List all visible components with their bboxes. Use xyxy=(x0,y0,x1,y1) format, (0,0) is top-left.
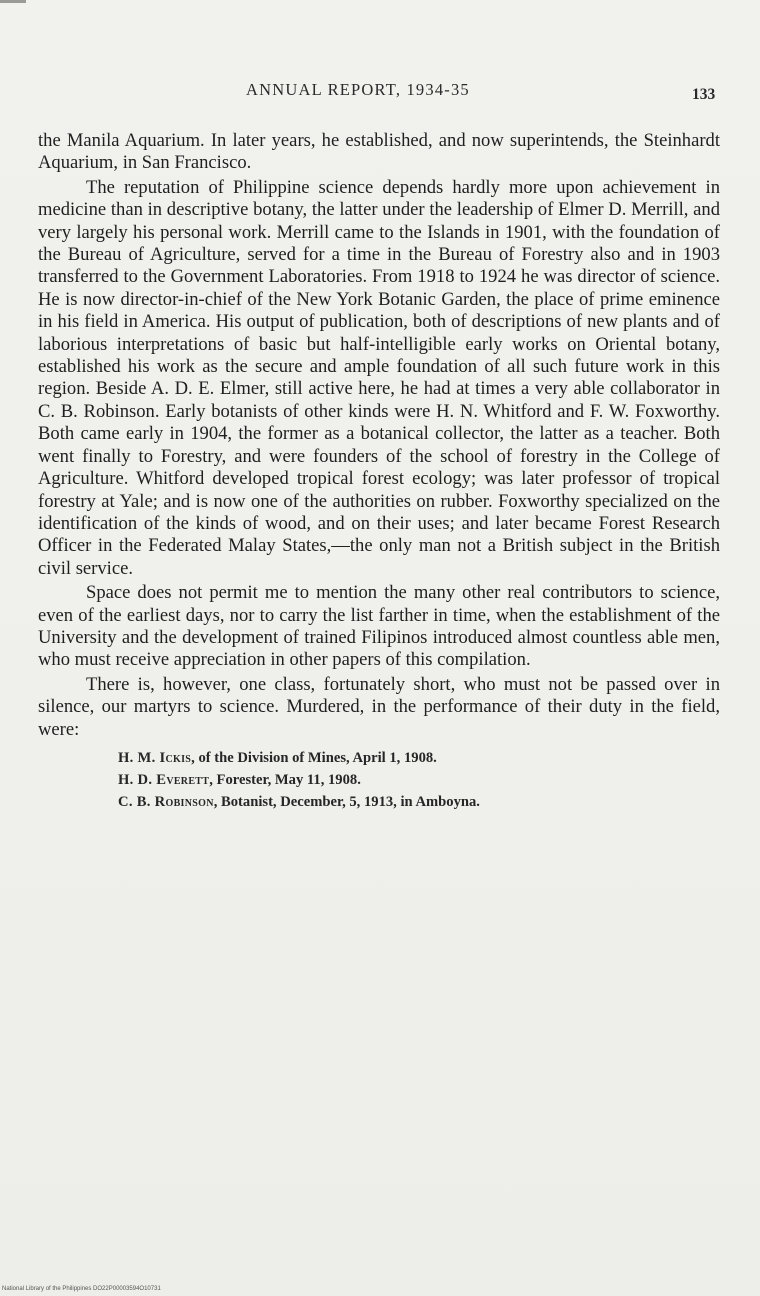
body-text xyxy=(38,130,720,813)
martyr-name: C. B. Robinson xyxy=(118,793,214,810)
running-title: ANNUAL REPORT, 1934-35 xyxy=(246,80,470,99)
paragraph-botany: The reputation of Philippine science depends hardly more upon achievement in medicine than in descriptive botany, the latter under the leadership of Elmer D. Merrill, and very largely his personal work. Merrill came to the Islands in 1901, with the foundation of the Bureau of Agriculture, served for a time in the Bureau of Forestry also and in 1903 transferred to the Government Laboratories. From 1918 to 1924 he was director of science. He is now director-in-chief of the New York Botanic Garden, the place of prime eminence in his field in America. His output of publication, both of descriptions of new plants and of laborious interpretations of basic but half-intelligible early works on Oriental botany, established his work as the secure and ample foundation of all such future work in this region. Beside A. D. E. Elmer, still active here, he had at times a very able collaborator in C. B. Robinson. Early botanists of other kinds were H. N. Whitford and F. W. Foxworthy. Both came early in 1904, the former as a botanical collector, the latter as a teacher. Both went finally to Forestry, and were founders of the school of forestry in the College of Agriculture. Whitford developed tropical forest ecology; was later professor of tropical forestry at Yale; and is now one of the authorities on rubber. Foxworthy specialized on the identification of the kinds of wood, and on their uses; and later became Forest Research Officer in the Federated Malay States,—the only man not a British subject in the British civil service. xyxy=(38,176,720,579)
martyrs-list xyxy=(38,747,720,813)
scan-credit-footer: National Library of the Philippines DO22P00003594O10731 xyxy=(2,1286,161,1292)
martyr-detail: , Botanist, December, 5, 1913, in Amboyna. xyxy=(213,793,480,810)
martyr-detail: , of the Division of Mines, April 1, 1908. xyxy=(191,749,437,766)
scan-corner-mark xyxy=(0,0,26,3)
running-head xyxy=(0,80,760,104)
martyr-detail: , Forester, May 11, 1908. xyxy=(209,771,361,788)
paragraph-contributors: Space does not permit me to mention the many other real contributors to science, even of the earliest days, nor to carry the list farther in time, when the establishment of the University and the development of trained Filipinos introduced almost countless able men, who must receive appreciation in other papers of this compilation. xyxy=(38,582,720,671)
martyr-name: H. D. Everett xyxy=(118,771,210,788)
martyr-name: H. M. Ickis xyxy=(118,749,192,766)
martyr-entry xyxy=(118,791,720,813)
martyr-entry xyxy=(118,747,720,769)
paragraph-continued: the Manila Aquarium. In later years, he established, and now superintends, the Steinhardt Aquarium, in San Francisco. xyxy=(38,130,720,174)
martyr-entry xyxy=(118,769,720,791)
paragraph-martyrs-intro: There is, however, one class, fortunately short, who must not be passed over in silence, our martyrs to science. Murdered, in the performance of their duty in the field, were: xyxy=(38,673,720,740)
page-number: 133 xyxy=(692,86,716,103)
